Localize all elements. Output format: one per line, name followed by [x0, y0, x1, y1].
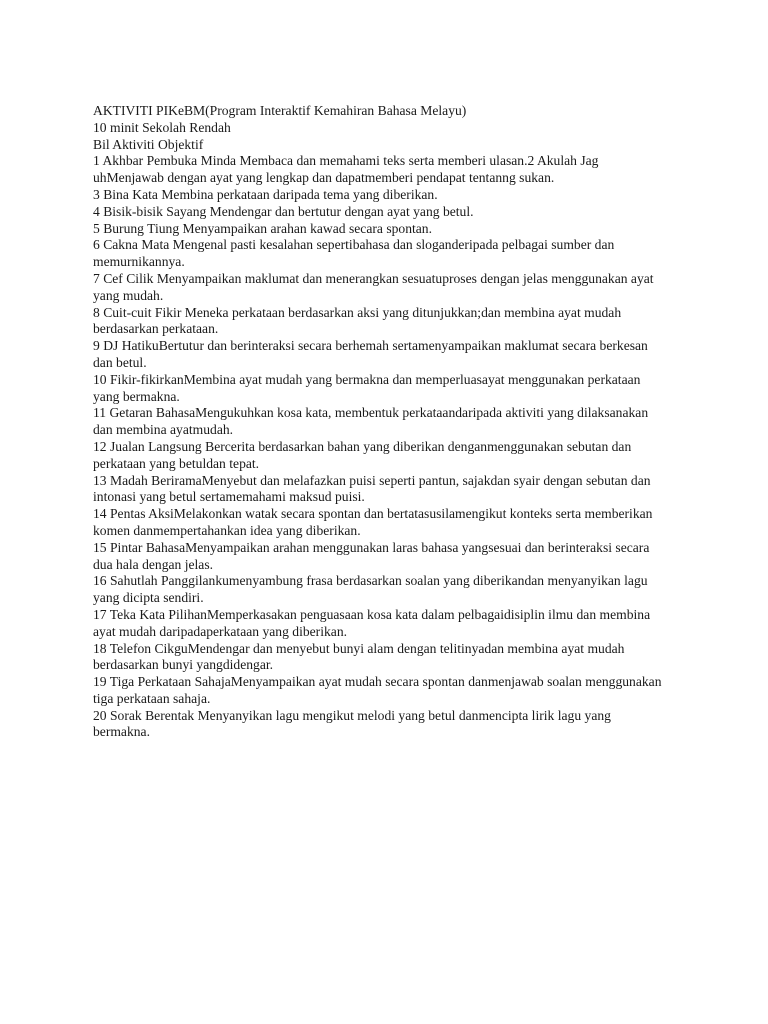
list-item: 15 Pintar BahasaMenyampaikan arahan menggunakan laras bahasa yangsesuai dan berinteraksi secara dua hala dengan jelas. — [93, 539, 650, 572]
list-item: 6 Cakna Mata Mengenal pasti kesalahan sepertibahasa dan sloganderipada pelbagai sumber dan memurnikannya. — [93, 237, 615, 270]
list-item: 9 DJ HatikuBertutur dan berinteraksi secara berhemah sertamenyampaikan maklumat secara berkesan dan betul. — [93, 338, 648, 370]
document-body — [93, 103, 665, 741]
list-item: 8 Cuit-cuit Fikir Meneka perkataan berdasarkan aksi yang ditunjukkan;dan membina ayat mudah berdasarkan perkataan. — [93, 304, 622, 337]
list-item: 19 Tiga Perkataan SahajaMenyampaikan ayat mudah secara spontan danmenjawab soalan menggunakan tiga perkataan sahaja. — [93, 674, 662, 706]
list-item: 12 Jualan Langsung Bercerita berdasarkan bahan yang diberikan denganmenggunakan sebutan dan perkataan yang betuldan tepat. — [93, 438, 632, 471]
list-item: 1 Akhbar Pembuka Minda Membaca dan memahami teks serta memberi ulasan.2 Akulah Jag uhMenjawab dengan ayat yang lengkap dan dapatmemberi pendapat tentanng sukan. — [93, 153, 599, 186]
list-item: 5 Burung Tiung Menyampaikan arahan kawad secara spontan. — [93, 220, 433, 236]
list-item: 3 Bina Kata Membina perkataan daripada tema yang diberikan. — [93, 186, 438, 202]
list-item: 18 Telefon CikguMendengar dan menyebut bunyi alam dengan telitinyadan membina ayat mudah berdasarkan bunyi yangdidengar. — [93, 640, 625, 673]
table-header: Bil Aktiviti Objektif — [93, 136, 204, 152]
list-item: 4 Bisik-bisik Sayang Mendengar dan bertutur dengan ayat yang betul. — [93, 203, 474, 219]
list-item: 14 Pentas AksiMelakonkan watak secara spontan dan bertatasusilamengikut konteks serta memberikan komen danmempertahankan idea yang diberikan. — [93, 506, 653, 538]
list-item: 7 Cef Cilik Menyampaikan maklumat dan menerangkan sesuatuproses dengan jelas menggunakan ayat yang mudah. — [93, 270, 654, 303]
document-subtitle: 10 minit Sekolah Rendah — [93, 119, 231, 135]
list-item: 11 Getaran BahasaMengukuhkan kosa kata, membentuk perkataandaripada aktiviti yang dilaksanakan dan membina ayatmudah. — [93, 405, 649, 438]
list-item: 16 Sahutlah Panggilankumenyambung frasa berdasarkan soalan yang diberikandan menyanyikan lagu yang dicipta sendiri. — [93, 573, 648, 606]
list-item: 10 Fikir-fikirkanMembina ayat mudah yang bermakna dan memperluasayat menggunakan perkataan yang bermakna. — [93, 371, 641, 404]
list-item: 17 Teka Kata PilihanMemperkasakan penguasaan kosa kata dalam pelbagaidisiplin ilmu dan membina ayat mudah daripadaperkataan yang diberikan. — [93, 606, 651, 639]
list-item: 20 Sorak Berentak Menyanyikan lagu mengikut melodi yang betul danmencipta lirik lagu yang bermakna. — [93, 707, 611, 740]
document-title: AKTIVITI PIKeBM(Program Interaktif Kemahiran Bahasa Melayu) — [93, 103, 467, 118]
list-item: 13 Madah BeriramaMenyebut dan melafazkan puisi seperti pantun, sajakdan syair dengan sebutan dan intonasi yang betul sertamemahami maksud puisi. — [93, 472, 651, 505]
